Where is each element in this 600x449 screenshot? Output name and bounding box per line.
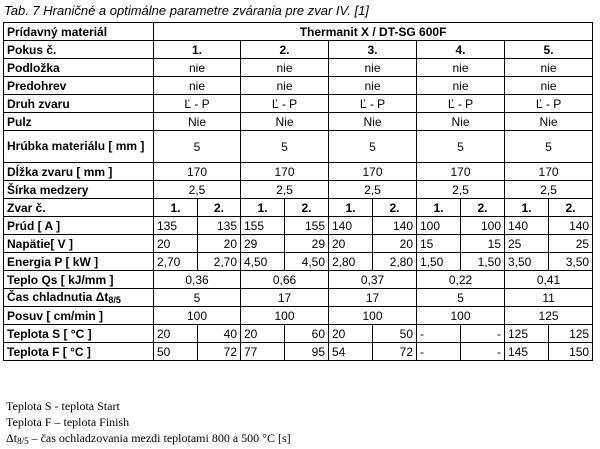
teplota-s-cell: - — [461, 325, 505, 343]
cas-cell: 5 — [417, 289, 505, 307]
teplo-cell: 0,37 — [329, 271, 417, 289]
podlozka-cell: nie — [505, 59, 593, 77]
note-dt-prefix: Δt — [6, 431, 18, 445]
energia-cell: 2,70 — [154, 253, 198, 271]
dlzka-cell: 170 — [241, 163, 329, 181]
prud-cell: 140 — [329, 217, 373, 235]
teplo-cell: 0,22 — [417, 271, 505, 289]
hrubka-cell: 5 — [329, 131, 417, 163]
pokus-cell: 3. — [329, 41, 417, 59]
energia-cell: 2,70 — [198, 253, 241, 271]
cas-cell: 5 — [154, 289, 241, 307]
table-row — [4, 41, 593, 59]
teplota-s-cell: 125 — [505, 325, 549, 343]
prud-cell: 135 — [198, 217, 241, 235]
zvar-cell: 1. — [417, 199, 461, 217]
sirka-cell: 2,5 — [329, 181, 417, 199]
napatie-cell: 29 — [285, 235, 329, 253]
note-dt-sub: 8/5 — [17, 436, 29, 446]
napatie-cell: 25 — [505, 235, 549, 253]
teplota-f-cell: 150 — [549, 343, 593, 361]
energia-cell: 1,50 — [417, 253, 461, 271]
prud-cell: 100 — [461, 217, 505, 235]
prud-cell: 155 — [285, 217, 329, 235]
footnotes — [6, 398, 291, 449]
teplo-cell: 0,36 — [154, 271, 241, 289]
posuv-cell: 100 — [417, 307, 505, 325]
table-row — [4, 23, 593, 41]
note-start: Teplota S - teplota Start — [6, 399, 120, 413]
table-row — [4, 253, 593, 271]
prud-cell: 155 — [241, 217, 285, 235]
energia-cell: 3,50 — [549, 253, 593, 271]
zvar-cell: 2. — [373, 199, 417, 217]
table-row — [4, 235, 593, 253]
sirka-cell: 2,5 — [154, 181, 241, 199]
prud-cell: 140 — [549, 217, 593, 235]
posuv-cell: 125 — [505, 307, 593, 325]
druh-cell: Ľ - P — [505, 95, 593, 113]
pokus-cell: 1. — [154, 41, 241, 59]
zvar-cell: 1. — [329, 199, 373, 217]
row-label-prud: Prúd [ A ] — [4, 217, 154, 235]
predohrev-cell: nie — [417, 77, 505, 95]
row-label-teplo: Teplo Qs [ kJ/mm ] — [4, 271, 154, 289]
prud-cell: 100 — [417, 217, 461, 235]
zvar-cell: 1. — [154, 199, 198, 217]
table-body — [4, 23, 593, 361]
posuv-cell: 100 — [329, 307, 417, 325]
cas-label-main: Čas chladnutia Δt — [7, 290, 109, 304]
dlzka-cell: 170 — [505, 163, 593, 181]
teplota-s-cell: 20 — [329, 325, 373, 343]
druh-cell: Ľ - P — [241, 95, 329, 113]
welding-parameters-table — [3, 22, 593, 361]
teplota-s-cell: 40 — [198, 325, 241, 343]
note-dt-text: – čas ochladzovania mezdi teplotami 800 a 500 °C [s] — [28, 431, 291, 445]
cas-label-sub: 8/5 — [108, 295, 121, 305]
pulz-cell: Nie — [241, 113, 329, 131]
zvar-cell: 2. — [285, 199, 329, 217]
row-label-posuv: Posuv [ cm/min ] — [4, 307, 154, 325]
zvar-cell: 2. — [461, 199, 505, 217]
dlzka-cell: 170 — [417, 163, 505, 181]
row-label-predohrev: Predohrev — [4, 77, 154, 95]
table-row — [4, 163, 593, 181]
predohrev-cell: nie — [241, 77, 329, 95]
dlzka-cell: 170 — [329, 163, 417, 181]
sirka-cell: 2,5 — [505, 181, 593, 199]
teplota-f-cell: 145 — [505, 343, 549, 361]
predohrev-cell: nie — [329, 77, 417, 95]
cas-cell: 17 — [329, 289, 417, 307]
row-label-podlozka: Podložka — [4, 59, 154, 77]
druh-cell: Ľ - P — [154, 95, 241, 113]
hrubka-cell: 5 — [241, 131, 329, 163]
zvar-cell: 1. — [505, 199, 549, 217]
teplota-f-cell: 72 — [198, 343, 241, 361]
teplota-f-cell: 72 — [373, 343, 417, 361]
teplota-f-cell: 95 — [285, 343, 329, 361]
table-row — [4, 307, 593, 325]
pulz-cell: Nie — [505, 113, 593, 131]
posuv-cell: 100 — [241, 307, 329, 325]
teplota-s-cell: 20 — [241, 325, 285, 343]
material-value: Thermanit X / DT-SG 600F — [154, 23, 593, 41]
teplota-f-cell: 77 — [241, 343, 285, 361]
row-label-druh: Druh zvaru — [4, 95, 154, 113]
napatie-cell: 29 — [241, 235, 285, 253]
row-label-zvar: Zvar č. — [4, 199, 154, 217]
energia-cell: 4,50 — [241, 253, 285, 271]
prud-cell: 140 — [373, 217, 417, 235]
zvar-cell: 2. — [549, 199, 593, 217]
sirka-cell: 2,5 — [241, 181, 329, 199]
table-row — [4, 199, 593, 217]
table-row — [4, 131, 593, 163]
pulz-cell: Nie — [417, 113, 505, 131]
teplota-s-cell: - — [417, 325, 461, 343]
table-row — [4, 95, 593, 113]
napatie-cell: 15 — [461, 235, 505, 253]
prud-cell: 140 — [505, 217, 549, 235]
teplota-s-cell: 50 — [373, 325, 417, 343]
predohrev-cell: nie — [505, 77, 593, 95]
sirka-cell: 2,5 — [417, 181, 505, 199]
prud-cell: 135 — [154, 217, 198, 235]
pokus-cell: 2. — [241, 41, 329, 59]
table-row — [4, 325, 593, 343]
zvar-cell: 1. — [241, 199, 285, 217]
podlozka-cell: nie — [417, 59, 505, 77]
hrubka-cell: 5 — [505, 131, 593, 163]
row-label-cas — [4, 289, 154, 307]
row-label-sirka: Šírka medzery — [4, 181, 154, 199]
row-label-napatie: Napätie[ V ] — [4, 235, 154, 253]
teplota-f-cell: 50 — [154, 343, 198, 361]
podlozka-cell: nie — [329, 59, 417, 77]
druh-cell: Ľ - P — [329, 95, 417, 113]
note-dt — [6, 430, 291, 449]
row-label-material: Prídavný materiál — [4, 23, 154, 41]
energia-cell: 1,50 — [461, 253, 505, 271]
zvar-cell: 2. — [198, 199, 241, 217]
energia-cell: 4,50 — [285, 253, 329, 271]
pokus-cell: 4. — [417, 41, 505, 59]
row-label-hrubka: Hrúbka materiálu [ mm ] — [4, 131, 154, 163]
hrubka-cell: 5 — [417, 131, 505, 163]
row-label-teplota-s: Teplota S [ °C ] — [4, 325, 154, 343]
napatie-cell: 25 — [549, 235, 593, 253]
druh-cell: Ľ - P — [417, 95, 505, 113]
napatie-cell: 20 — [154, 235, 198, 253]
teplota-f-cell: - — [417, 343, 461, 361]
note-finish: Teplota F – teplota Finish — [6, 415, 130, 429]
table-row — [4, 77, 593, 95]
podlozka-cell: nie — [154, 59, 241, 77]
pulz-cell: Nie — [154, 113, 241, 131]
table-row — [4, 113, 593, 131]
napatie-cell: 15 — [417, 235, 461, 253]
napatie-cell: 20 — [198, 235, 241, 253]
table-row — [4, 217, 593, 235]
table-caption: Tab. 7 Hraničné a optimálne parametre zvárania pre zvar IV. [1] — [4, 3, 369, 18]
table-row — [4, 289, 593, 307]
table-row — [4, 59, 593, 77]
teplota-f-cell: - — [461, 343, 505, 361]
row-label-energia: Energia P [ kW ] — [4, 253, 154, 271]
cas-cell: 17 — [241, 289, 329, 307]
row-label-dlzka: Dĺžka zvaru [ mm ] — [4, 163, 154, 181]
dlzka-cell: 170 — [154, 163, 241, 181]
pulz-cell: Nie — [329, 113, 417, 131]
teplo-cell: 0,66 — [241, 271, 329, 289]
pokus-cell: 5. — [505, 41, 593, 59]
podlozka-cell: nie — [241, 59, 329, 77]
napatie-cell: 20 — [373, 235, 417, 253]
teplo-cell: 0,41 — [505, 271, 593, 289]
table-row — [4, 181, 593, 199]
napatie-cell: 20 — [329, 235, 373, 253]
energia-cell: 2,80 — [373, 253, 417, 271]
table-row — [4, 271, 593, 289]
row-label-pokus: Pokus č. — [4, 41, 154, 59]
teplota-s-cell: 60 — [285, 325, 329, 343]
hrubka-cell: 5 — [154, 131, 241, 163]
teplota-s-cell: 125 — [549, 325, 593, 343]
predohrev-cell: nie — [154, 77, 241, 95]
teplota-f-cell: 54 — [329, 343, 373, 361]
posuv-cell: 100 — [154, 307, 241, 325]
energia-cell: 3,50 — [505, 253, 549, 271]
teplota-s-cell: 20 — [154, 325, 198, 343]
cas-cell: 11 — [505, 289, 593, 307]
row-label-pulz: Pulz — [4, 113, 154, 131]
energia-cell: 2,80 — [329, 253, 373, 271]
table-row — [4, 343, 593, 361]
row-label-teplota-f: Teplota F [ °C ] — [4, 343, 154, 361]
